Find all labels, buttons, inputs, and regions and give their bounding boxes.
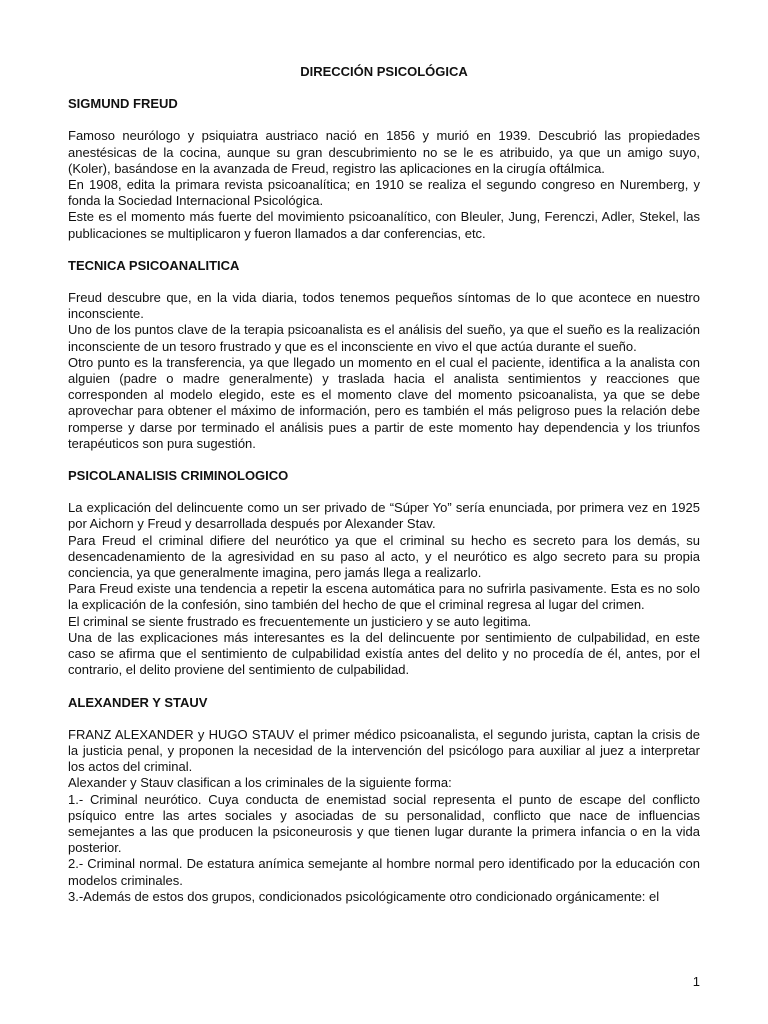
paragraph: Otro punto es la transferencia, ya que llegado un momento en el cual el paciente, identifica a la analista con alguien (padre o madre generalmente) y traslada hacia el analista sentimientos y reacciones que corresponden al modelo elegido, este es el momento clave del momento psicoanalista, ya que se debe aprovechar para obtener el máximo de información, pero es también el más peligroso pues la relación debe romperse y darse por terminado el análisis pues a partir de este momento hay dependencia y los triunfos terapéuticos son pura sugestión.	[68, 354, 700, 451]
paragraph: 1.- Criminal neurótico. Cuya conducta de enemistad social representa el punto de escape del conflicto psíquico entre las artes sociales y asociadas de su personalidad, conflicto que nace de influencias semejantes a las que producen la psiconeurosis y que tienen lugar durante la primera infancia o en la vida posterior.	[68, 791, 700, 856]
document-page	[68, 64, 700, 905]
paragraph: Para Freud existe una tendencia a repetir la escena automática para no sufrirla pasivamente. Esta es no solo la explicación de la confesión, sino también del hecho de que el criminal regresa al lugar del crimen.	[68, 581, 700, 613]
paragraph: Alexander y Stauv clasifican a los criminales de la siguiente forma:	[68, 775, 452, 791]
section-heading: TECNICA PSICOANALITICA	[68, 257, 240, 273]
section-heading: PSICOLANALISIS CRIMINOLOGICO	[68, 468, 289, 484]
document-title: DIRECCIÓN PSICOLÓGICA	[300, 64, 468, 79]
paragraph: En 1908, edita la primara revista psicoanalítica; en 1910 se realiza el segundo congreso en Nuremberg, y fonda la Sociedad Internacional Psicológica.	[68, 177, 700, 209]
section-heading: SIGMUND FREUD	[68, 96, 178, 112]
paragraph: 2.- Criminal normal. De estatura anímica semejante al hombre normal pero identificado por la educación con modelos criminales.	[68, 856, 700, 888]
paragraph: Freud descubre que, en la vida diaria, todos tenemos pequeños síntomas de lo que acontece en nuestro inconsciente.	[68, 290, 700, 322]
section-tecnica-psicoanalitica	[68, 258, 700, 452]
paragraph: Este es el momento más fuerte del movimiento psicoanalítico, con Bleuler, Jung, Ferenczi, Adler, Stekel, las publicaciones se multiplicaron y fueron llamados a dar conferencias, etc.	[68, 209, 700, 241]
page-number: 1	[692, 974, 700, 989]
paragraph: La explicación del delincuente como un ser privado de “Súper Yo” sería enunciada, por primera vez en 1925 por Aichorn y Freud y desarrollada después por Alexander Stav.	[68, 500, 700, 532]
paragraph: Famoso neurólogo y psiquiatra austriaco nació en 1856 y murió en 1939. Descubrió las propiedades anestésicas de la cocina, aunque su gran descubrimiento no se le es atribuido, ya que un amigo suyo, (Koler), basándose en la avanzada de Freud, registro las aplicaciones en la cirugía oftálmica.	[68, 128, 700, 176]
paragraph: El criminal se siente frustrado es frecuentemente un justiciero y se auto legitima.	[68, 613, 532, 629]
paragraph: Para Freud el criminal difiere del neurótico ya que el criminal su hecho es secreto para los demás, su desencadenamiento de la agresividad en su paso al acto, y el neurótico es algo secreto para su propia conciencia, ya que generalmente imagina, pero jamás llega a realizarlo.	[68, 532, 700, 581]
paragraph: FRANZ ALEXANDER y HUGO STAUV el primer médico psicoanalista, el segundo jurista, captan la crisis de la justicia penal, y proponen la necesidad de la intervención del psicólogo para auxiliar al juez a interpretar los actos del criminal.	[68, 726, 700, 775]
section-sigmund-freud	[68, 96, 700, 242]
paragraph: Uno de los puntos clave de la terapia psicoanalista es el análisis del sueño, ya que el sueño es la realización inconsciente de un tesoro frustrado y que es el inconsciente en vivo el que actúa durante el sueño.	[68, 322, 700, 354]
paragraph: Una de las explicaciones más interesantes es la del delincuente por sentimiento de culpabilidad, en este caso se afirma que el sentimiento de culpabilidad existía antes del delito y no procedía de él, antes, por el contrario, el delito proviene del sentimiento de culpabilidad.	[68, 629, 700, 678]
section-psicoanalisis-criminologico	[68, 468, 700, 678]
section-alexander-y-stauv	[68, 695, 700, 905]
section-heading: ALEXANDER Y STAUV	[68, 694, 208, 710]
paragraph: 3.-Además de estos dos grupos, condicionados psicológicamente otro condicionado orgánicamente: el	[68, 888, 660, 904]
